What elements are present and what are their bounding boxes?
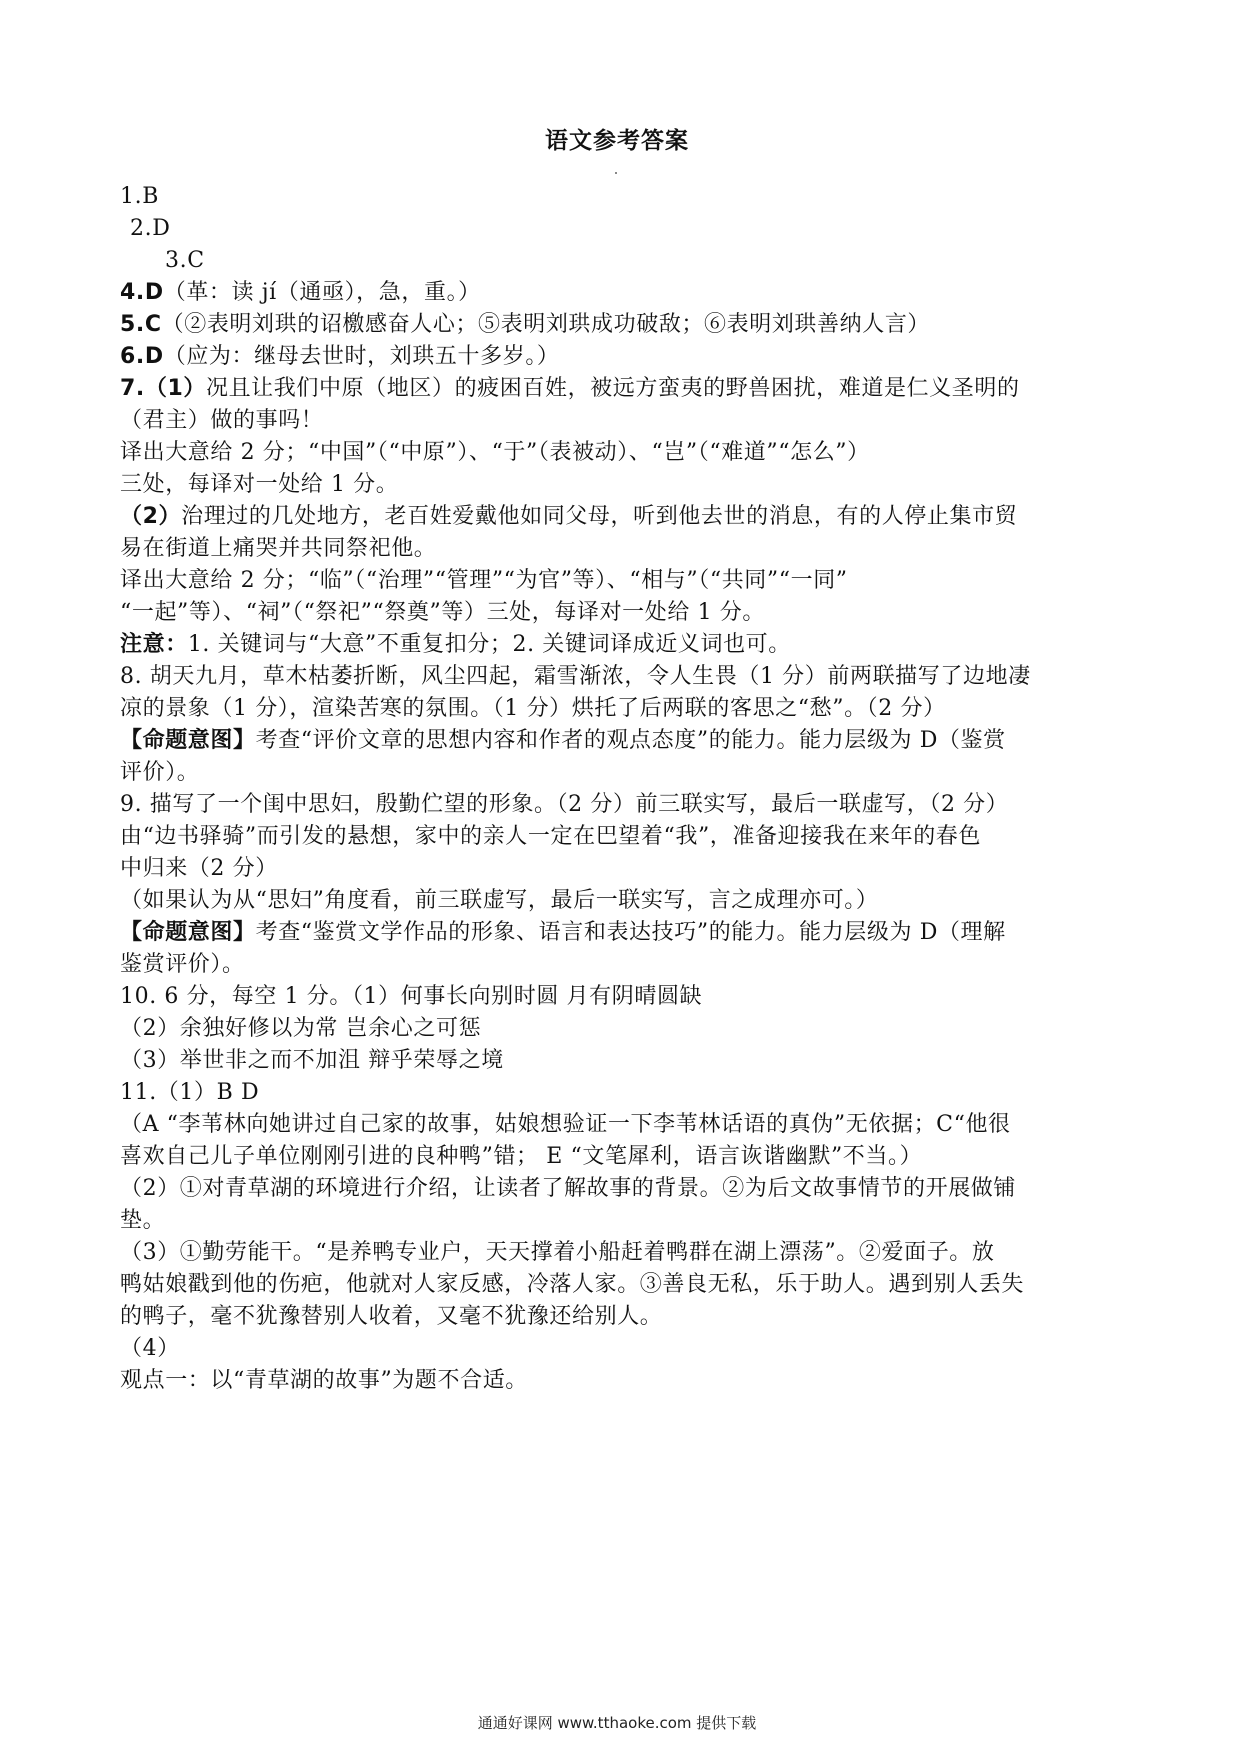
answer-10-line-2: （2）余独好修以为常 岂余心之可惩 [120,1016,482,1041]
answer-10-line-3: （3）举世非之而不加沮 辩乎荣辱之境 [120,1048,504,1073]
answer-11-line-3: 喜欢自己儿子单位刚刚引进的良种鸭”错； E “文笔犀利，语言诙谐幽默”不当。） [120,1144,923,1169]
answer-11-line-6: （3）①勤劳能干。“是养鸭专业户，天天撑着小船赶着鸭群在湖上漂荡”。②爱面子。放 [120,1240,995,1265]
answer-7-line-8: “一起”等）、“祠”（“祭祀”“祭奠”等）三处，每译对一处给 1 分。 [120,600,765,625]
answer-11-line-10: 观点一：以“青草湖的故事”为题不合适。 [120,1368,528,1393]
answer-6 [120,342,560,372]
answer-11-line-2: （A “李苇林向她讲过自己家的故事，姑娘想验证一下李苇林话语的真伪”无依据；C“他很 [120,1112,1011,1137]
intent-text: 考查“鉴赏文学作品的形象、语言和表达技巧”的能力。能力层级为 D（理解 [255,920,1006,945]
answer-7-line-7: 译出大意给 2 分；“临”（“治理”“管理”“为官”等）、“相与”（“共同”“一同” [120,568,848,593]
answer-11-line-7: 鸭姑娘戳到他的伤疤，他就对人家反感，冷落人家。③善良无私，乐于助人。遇到别人丢失 [120,1272,1025,1297]
answer-11-line-5: 垫。 [120,1208,166,1233]
page-footer: 通通好课网 www.tthaoke.com 提供下载 [477,1714,757,1732]
answer-8-line-2: 凉的景象（1 分），渲染苦寒的氛围。（1 分）烘托了后两联的客思之“愁”。（2 分） [120,696,946,721]
answer-7-line-5 [120,502,1017,532]
answer-7-text: 况且让我们中原（地区）的疲困百姓，被远方蛮夷的野兽困扰，难道是仁义圣明的 [205,376,1020,401]
answer-9-intent-line-2: 鉴赏评价）。 [120,952,245,977]
answer-4-text: （革：读 jí（通亟），急，重。） [163,280,481,305]
answer-7-line-4: 三处，每译对一处给 1 分。 [120,472,399,497]
answer-9-line-1: 9. 描写了一个闺中思妇，殷勤伫望的形象。（2 分）前三联实写，最后一联虚写，（2 分） [120,792,1009,817]
answer-7-part-2-text: 治理过的几处地方，老百姓爱戴他如同父母，听到他去世的消息，有的人停止集市贸 [181,504,1018,529]
note-label: 注意： [120,632,188,657]
note [120,630,791,660]
answer-11-line-8: 的鸭子，毫不犹豫替别人收着，又毫不犹豫还给别人。 [120,1304,663,1329]
answer-9-intent [120,918,1006,948]
note-text: 1. 关键词与“大意”不重复扣分；2. 关键词译成近义词也可。 [187,632,791,657]
answer-10-line-1: 10. 6 分，每空 1 分。（1）何事长向别时圆 月有阴晴圆缺 [120,984,703,1009]
answer-2: 2.D [130,216,171,241]
answer-4 [120,278,481,308]
answer-5-number: 5.C [120,312,162,337]
answer-11-line-4: （2）①对青草湖的环境进行介绍，让读者了解故事的背景。②为后文故事情节的开展做铺 [120,1176,1016,1201]
answer-11-line-9: （4） [120,1336,180,1361]
answer-9-line-3: 中归来（2 分） [120,856,278,881]
answer-11-line-1: 11.（1）B D [120,1080,260,1105]
answer-6-text: （应为：继母去世时，刘珙五十多岁。） [163,344,560,369]
answer-9-line-2: 由“边书驿骑”而引发的悬想，家中的亲人一定在巴望着“我”，准备迎接我在来年的春色 [120,824,981,849]
scan-speck [615,172,617,174]
answer-9-line-4: （如果认为从“思妇”角度看，前三联虚写，最后一联实写，言之成理亦可。） [120,888,879,913]
answer-7-number: 7.（1） [120,376,206,401]
answer-7-line-3: 译出大意给 2 分；“中国”（“中原”）、“于”（表被动）、“岂”（“难道”“怎么”） [120,440,870,465]
answer-8-line-1: 8. 胡天九月，草木枯萎折断，风尘四起，霜雪渐浓，令人生畏（1 分）前两联描写了边地凄 [120,664,1031,689]
page-title: 语文参考答案 [545,128,689,154]
intent-text: 考查“评价文章的思想内容和作者的观点态度”的能力。能力层级为 D（鉴赏 [255,728,1006,753]
answer-6-number: 6.D [120,344,164,369]
answer-7-line-6: 易在街道上痛哭并共同祭祀他。 [120,536,437,561]
answer-5 [120,310,930,340]
intent-label: 【命题意图】 [120,920,256,945]
answer-1: 1.B [120,184,159,209]
answer-8-intent [120,726,1006,756]
intent-label: 【命题意图】 [120,728,256,753]
answer-7-line-2: （君主）做的事吗！ [120,408,324,433]
answer-4-number: 4.D [120,280,164,305]
answer-8-intent-line-2: 评价）。 [120,760,200,785]
answer-7-part-2: （2） [120,504,182,529]
answer-5-text: （②表明刘珙的诏檄感奋人心；⑤表明刘珙成功破敌；⑥表明刘珙善纳人言） [161,312,931,337]
answer-3: 3.C [165,248,205,273]
answer-7-line-1 [120,374,1020,404]
